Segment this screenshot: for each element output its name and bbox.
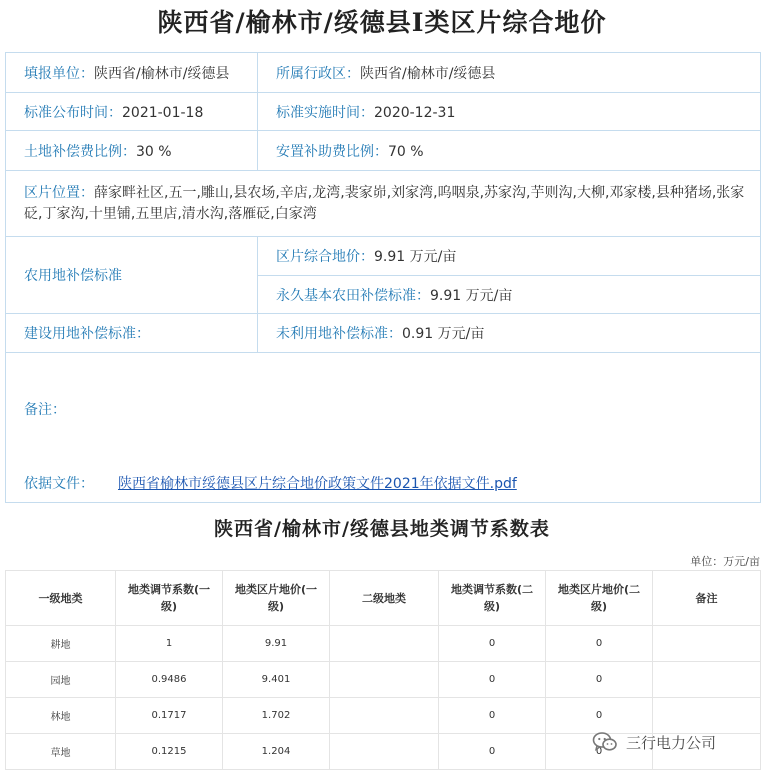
basic-farmland-value: 9.91 万元/亩 [430,287,513,304]
construction-std-cell [6,314,258,353]
resettle-ratio-value: 70 % [388,143,424,160]
table-cell: 草地 [6,734,116,770]
table-row [6,626,761,662]
table-cell: 0.9486 [116,662,223,698]
table-header-row [6,571,761,626]
effective-time-cell [258,93,761,131]
farmland-std-label: 农用地补偿标准 [24,268,122,284]
admin-region-label: 所属行政区： [276,65,360,82]
table-cell [653,662,761,698]
info-row [6,131,761,171]
col-header-class1: 一级地类 [6,571,116,626]
table-cell: 0 [546,734,653,770]
publish-time-cell [6,93,258,131]
area-price-label: 区片综合地价： [276,249,374,265]
report-unit-label: 填报单位： [24,65,94,82]
table-cell [330,662,439,698]
area-price-cell [258,237,761,276]
table-cell: 0.1215 [116,734,223,770]
publish-time-label: 标准公布时间： [24,104,122,121]
wechat-icon [592,730,618,754]
effective-time-value: 2020-12-31 [374,104,456,121]
unused-std-cell [258,314,761,353]
page-title: 陕西省/榆林市/绥德县Ⅰ类区片综合地价 [157,8,607,37]
table-cell: 0 [439,734,546,770]
resettle-ratio-label: 安置补助费比例： [276,143,388,160]
remark-label: 备注： [24,401,66,418]
watermark-text: 三行电力公司 [626,733,717,752]
admin-region-value: 陕西省/榆林市/绥德县 [360,65,496,82]
table-cell: 9.91 [223,626,330,662]
unit-note: 单位：万元/亩 [690,555,760,568]
unused-std-value: 0.91 万元/亩 [402,326,485,342]
table-cell [330,734,439,770]
table-cell [653,626,761,662]
land-price-info-table [5,52,761,503]
table-cell: 1 [116,626,223,662]
col-header-price1: 地类区片地价(一级) [223,571,330,626]
report-unit-value: 陕西省/榆林市/绥德县 [94,65,230,82]
table-cell: 0 [439,698,546,734]
info-row [6,237,761,276]
admin-region-cell [258,53,761,93]
table-cell: 1.702 [223,698,330,734]
table-cell: 0 [439,626,546,662]
area-location-label: 区片位置： [24,184,94,201]
info-row [6,314,761,353]
col-header-remark: 备注 [653,571,761,626]
col-header-price2: 地类区片地价(二级) [546,571,653,626]
coef-table-title: 陕西省/榆林市/绥德县地类调节系数表 [214,518,550,540]
table-cell: 0 [546,626,653,662]
land-comp-ratio-label: 土地补偿费比例： [24,143,136,160]
info-row [6,465,761,503]
col-header-coef2: 地类调节系数(二级) [439,571,546,626]
land-comp-ratio-value: 30 % [136,143,172,160]
publish-time-value: 2021-01-18 [122,104,204,121]
info-row [6,53,761,93]
unused-std-label: 未利用地补偿标准： [276,326,402,342]
watermark [592,729,716,755]
effective-time-label: 标准实施时间： [276,104,374,121]
table-cell: 1.204 [223,734,330,770]
basic-farmland-cell [258,276,761,314]
area-location-value: 薛家畔社区,五一,雕山,县农场,辛店,龙湾,裴家峁,刘家湾,呜咽泉,苏家沟,芋则沟,大柳,邓家楼,县种猪场,张家砭,丁家沟,十里铺,五里店,清水沟,落雁砭,白家湾 [24,184,745,222]
table-cell: 园地 [6,662,116,698]
construction-std-label: 建设用地补偿标准： [24,326,150,342]
info-row [6,93,761,131]
table-cell: 9.401 [223,662,330,698]
table-cell: 0 [546,698,653,734]
table-cell: 0 [546,662,653,698]
basic-farmland-label: 永久基本农田补偿标准： [276,287,430,304]
basis-file-label: 依据文件： [24,476,94,493]
report-unit-cell [6,53,258,93]
table-cell: 林地 [6,698,116,734]
table-cell [330,698,439,734]
table-cell [330,626,439,662]
area-price-value: 9.91 万元/亩 [374,249,457,265]
info-row [6,171,761,237]
col-header-coef1: 地类调节系数(一级) [116,571,223,626]
info-row [6,353,761,465]
farmland-std-cell [6,237,258,314]
basis-file-link[interactable]: 陕西省榆林市绥德县区片综合地价政策文件2021年依据文件.pdf [118,476,517,493]
basis-file-cell [6,465,761,503]
table-row [6,662,761,698]
table-cell: 0 [439,662,546,698]
remark-cell [6,353,761,465]
col-header-class2: 二级地类 [330,571,439,626]
resettle-ratio-cell [258,131,761,171]
table-cell: 耕地 [6,626,116,662]
table-cell: 0.1717 [116,698,223,734]
area-location-cell [6,171,761,237]
land-comp-ratio-cell [6,131,258,171]
